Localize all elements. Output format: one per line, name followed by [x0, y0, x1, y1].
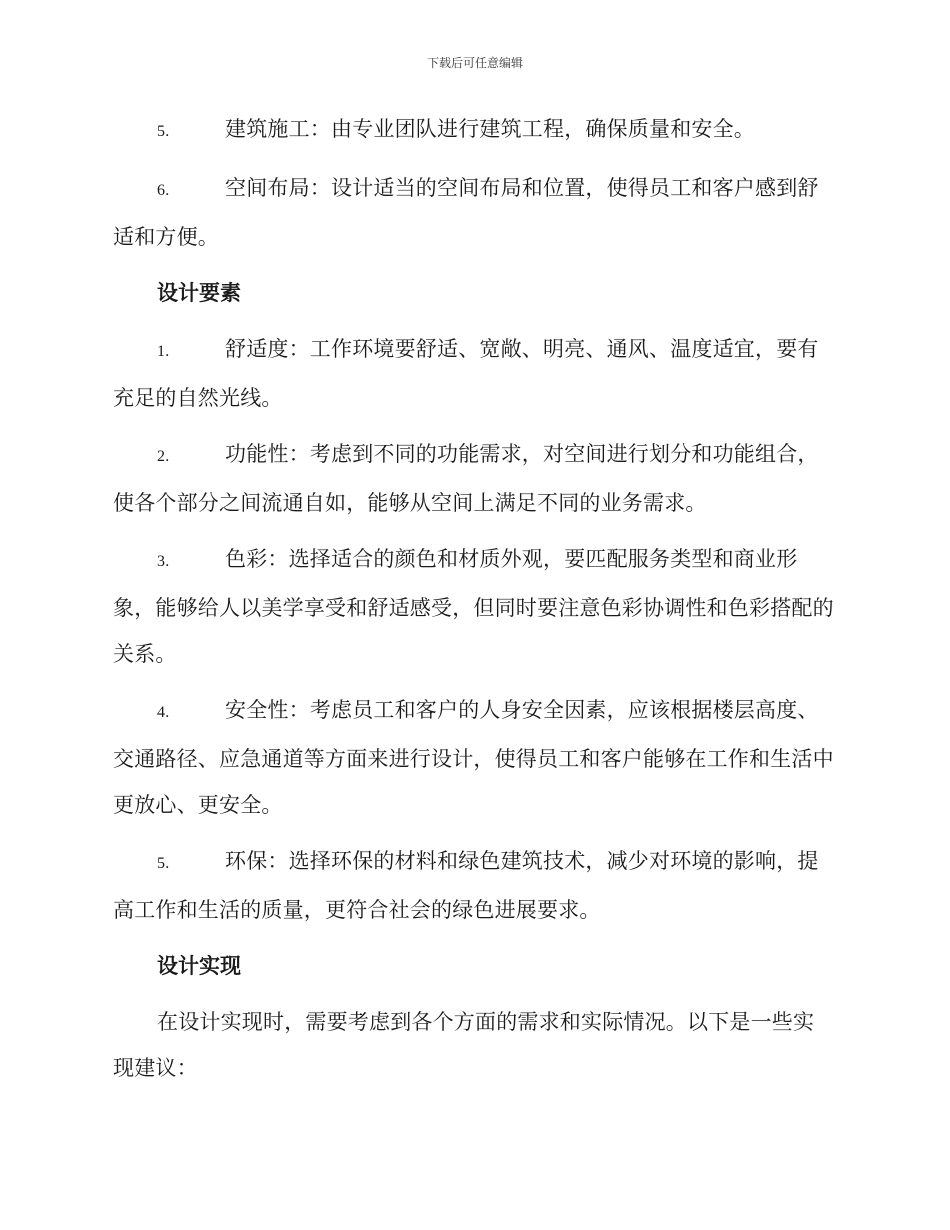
list-item-text: 舒适度：工作环境要舒适、宽敞、明亮、通风、温度适宜，要有充足的自然光线。: [113, 337, 819, 410]
list-item-number: 5.: [157, 123, 170, 140]
list-item-text: 空间布局：设计适当的空间布局和位置，使得员工和客户感到舒适和方便。: [113, 176, 819, 249]
list-item-text: 功能性：考虑到不同的功能需求，对空间进行划分和功能组合，使各个部分之间流通自如，能够从空间上满足不同的业务需求。: [113, 442, 819, 515]
page-header-note: 下载后可任意编辑: [426, 56, 523, 70]
list-item: [113, 687, 835, 828]
list-item-number: 4.: [157, 704, 170, 721]
document-body: [113, 106, 835, 1091]
list-item-text: 色彩：选择适合的颜色和材质外观，要匹配服务类型和商业形象，能够给人以美学享受和舒适感受，但同时要注意色彩协调性和色彩搭配的关系。: [113, 547, 834, 666]
implementation-paragraph: 在设计实现时，需要考虑到各个方面的需求和实际情况。以下是一些实现建议：: [113, 1010, 815, 1080]
section-heading-design-elements: 设计要素: [157, 281, 241, 305]
list-item-number: 5.: [157, 855, 170, 872]
list-item-text: 安全性：考虑员工和客户的人身安全因素，应该根据楼层高度、交通路径、应急通道等方面来进行设计，使得员工和客户能够在工作和生活中更放心、更安全。: [113, 698, 834, 817]
list-item-text: 环保：选择环保的材料和绿色建筑技术，减少对环境的影响，提高工作和生活的质量，更符合社会的绿色进展要求。: [113, 849, 819, 922]
list-item: [113, 838, 835, 933]
list-item: [113, 536, 835, 677]
list-item-text: 建筑施工：由专业团队进行建筑工程，确保质量和安全。: [225, 117, 755, 141]
list-item: [113, 106, 835, 155]
list-item-number: 6.: [157, 182, 170, 199]
list-item-number: 3.: [157, 553, 170, 570]
list-item: [113, 326, 835, 421]
section-heading-implementation: 设计实现: [157, 954, 241, 978]
list-item: [113, 431, 835, 526]
list-item-number: 2.: [157, 448, 170, 465]
list-item-number: 1.: [157, 343, 170, 360]
list-item: [113, 165, 835, 260]
